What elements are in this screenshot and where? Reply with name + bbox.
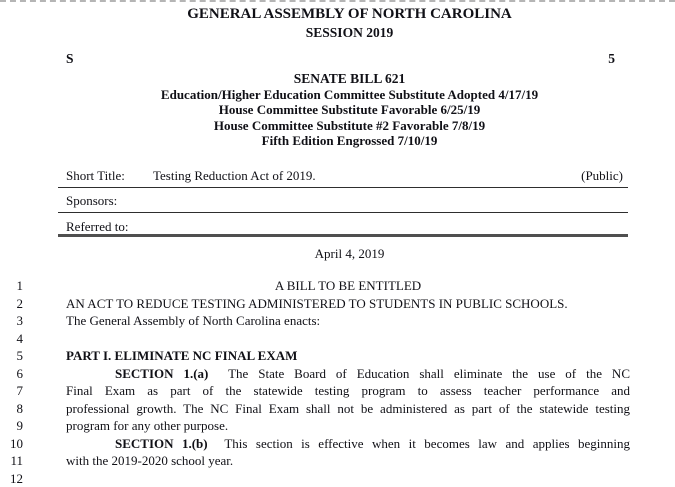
line-text [66, 452, 630, 470]
session-title: SESSION 2019 [66, 25, 633, 40]
line-text-bold-segment: PART I. ELIMINATE NC FINAL EXAM [66, 348, 297, 363]
public-label: (Public) [581, 169, 623, 183]
assembly-title: GENERAL ASSEMBLY OF NORTH CAROLINA [66, 6, 633, 22]
line-text [66, 382, 630, 400]
line-number: 11 [0, 452, 23, 470]
line-text-segment: Final Exam as part of the statewide testing program to assess teacher performance and [66, 383, 630, 398]
line-text [66, 470, 630, 487]
line-text-segment: with the 2019-2020 school year. [66, 453, 233, 468]
line-text [66, 312, 630, 330]
line-number: 6 [0, 365, 23, 383]
edition-number: 5 [608, 51, 615, 66]
line-text [66, 365, 630, 383]
bill-number: SENATE BILL 621 [66, 71, 633, 87]
line-text [66, 347, 630, 365]
line-number: 4 [0, 330, 23, 348]
line-text-segment: This section is effective when it becomes law and applies beginning [208, 436, 630, 451]
short-title-row [58, 164, 628, 188]
sponsors-row [58, 188, 628, 214]
bill-text-line [0, 365, 675, 383]
line-number: 10 [0, 435, 23, 453]
short-title-value: Testing Reduction Act of 2019. [153, 168, 316, 183]
line-text-segment: The General Assembly of North Carolina enacts: [66, 313, 320, 328]
line-number: 7 [0, 382, 23, 400]
line-text [66, 435, 630, 453]
line-text [66, 330, 630, 348]
line-text-segment: AN ACT TO REDUCE TESTING ADMINISTERED TO STUDENTS IN PUBLIC SCHOOLS. [66, 296, 568, 311]
line-number: 3 [0, 312, 23, 330]
chamber-edition-row [66, 51, 615, 66]
short-title-label: Short Title: [66, 169, 153, 183]
line-text-segment: program for any other purpose. [66, 418, 228, 433]
bill-text-line [0, 400, 675, 418]
line-number: 5 [0, 347, 23, 365]
sponsors-label: Sponsors: [66, 194, 153, 208]
bill-heading-block [66, 71, 633, 149]
line-text [66, 295, 630, 313]
referred-to-row [58, 213, 628, 237]
bill-text-line [0, 470, 675, 487]
line-text [66, 400, 630, 418]
chamber-letter: S [66, 51, 74, 66]
bill-history-line: Fifth Edition Engrossed 7/10/19 [66, 133, 633, 149]
bill-history-line: Education/Higher Education Committee Substitute Adopted 4/17/19 [66, 87, 633, 103]
line-number: 8 [0, 400, 23, 418]
line-number: 2 [0, 295, 23, 313]
bill-text-line [0, 435, 675, 453]
bill-text-line [0, 277, 675, 295]
meta-table [58, 164, 628, 237]
line-text-bold-segment: SECTION 1.(b) [115, 436, 208, 451]
bill-history-block [66, 87, 633, 149]
bill-text-line [0, 347, 675, 365]
line-number: 9 [0, 417, 23, 435]
bill-text-line [0, 295, 675, 313]
line-number: 1 [0, 277, 23, 295]
line-number: 12 [0, 470, 23, 487]
line-text-segment: A BILL TO BE ENTITLED [275, 278, 421, 293]
bill-history-line: House Committee Substitute Favorable 6/25/19 [66, 102, 633, 118]
line-text [66, 417, 630, 435]
page-top-boundary-line [0, 0, 675, 2]
bill-text-line [0, 382, 675, 400]
bill-date: April 4, 2019 [66, 247, 633, 261]
bill-text-line [0, 330, 675, 348]
line-text-bold-segment: SECTION 1.(a) [115, 366, 208, 381]
bill-text-line [0, 312, 675, 330]
line-text-segment: The State Board of Education shall eliminate the use of the NC [208, 366, 630, 381]
line-text-segment: professional growth. The NC Final Exam shall not be administered as part of the statewide testing [66, 401, 630, 416]
bill-text-line [0, 452, 675, 470]
bill-history-line: House Committee Substitute #2 Favorable 7/8/19 [66, 118, 633, 134]
bill-text-lines [0, 277, 675, 487]
referred-to-label: Referred to: [66, 220, 153, 234]
line-text [66, 277, 630, 295]
bill-text-line [0, 417, 675, 435]
